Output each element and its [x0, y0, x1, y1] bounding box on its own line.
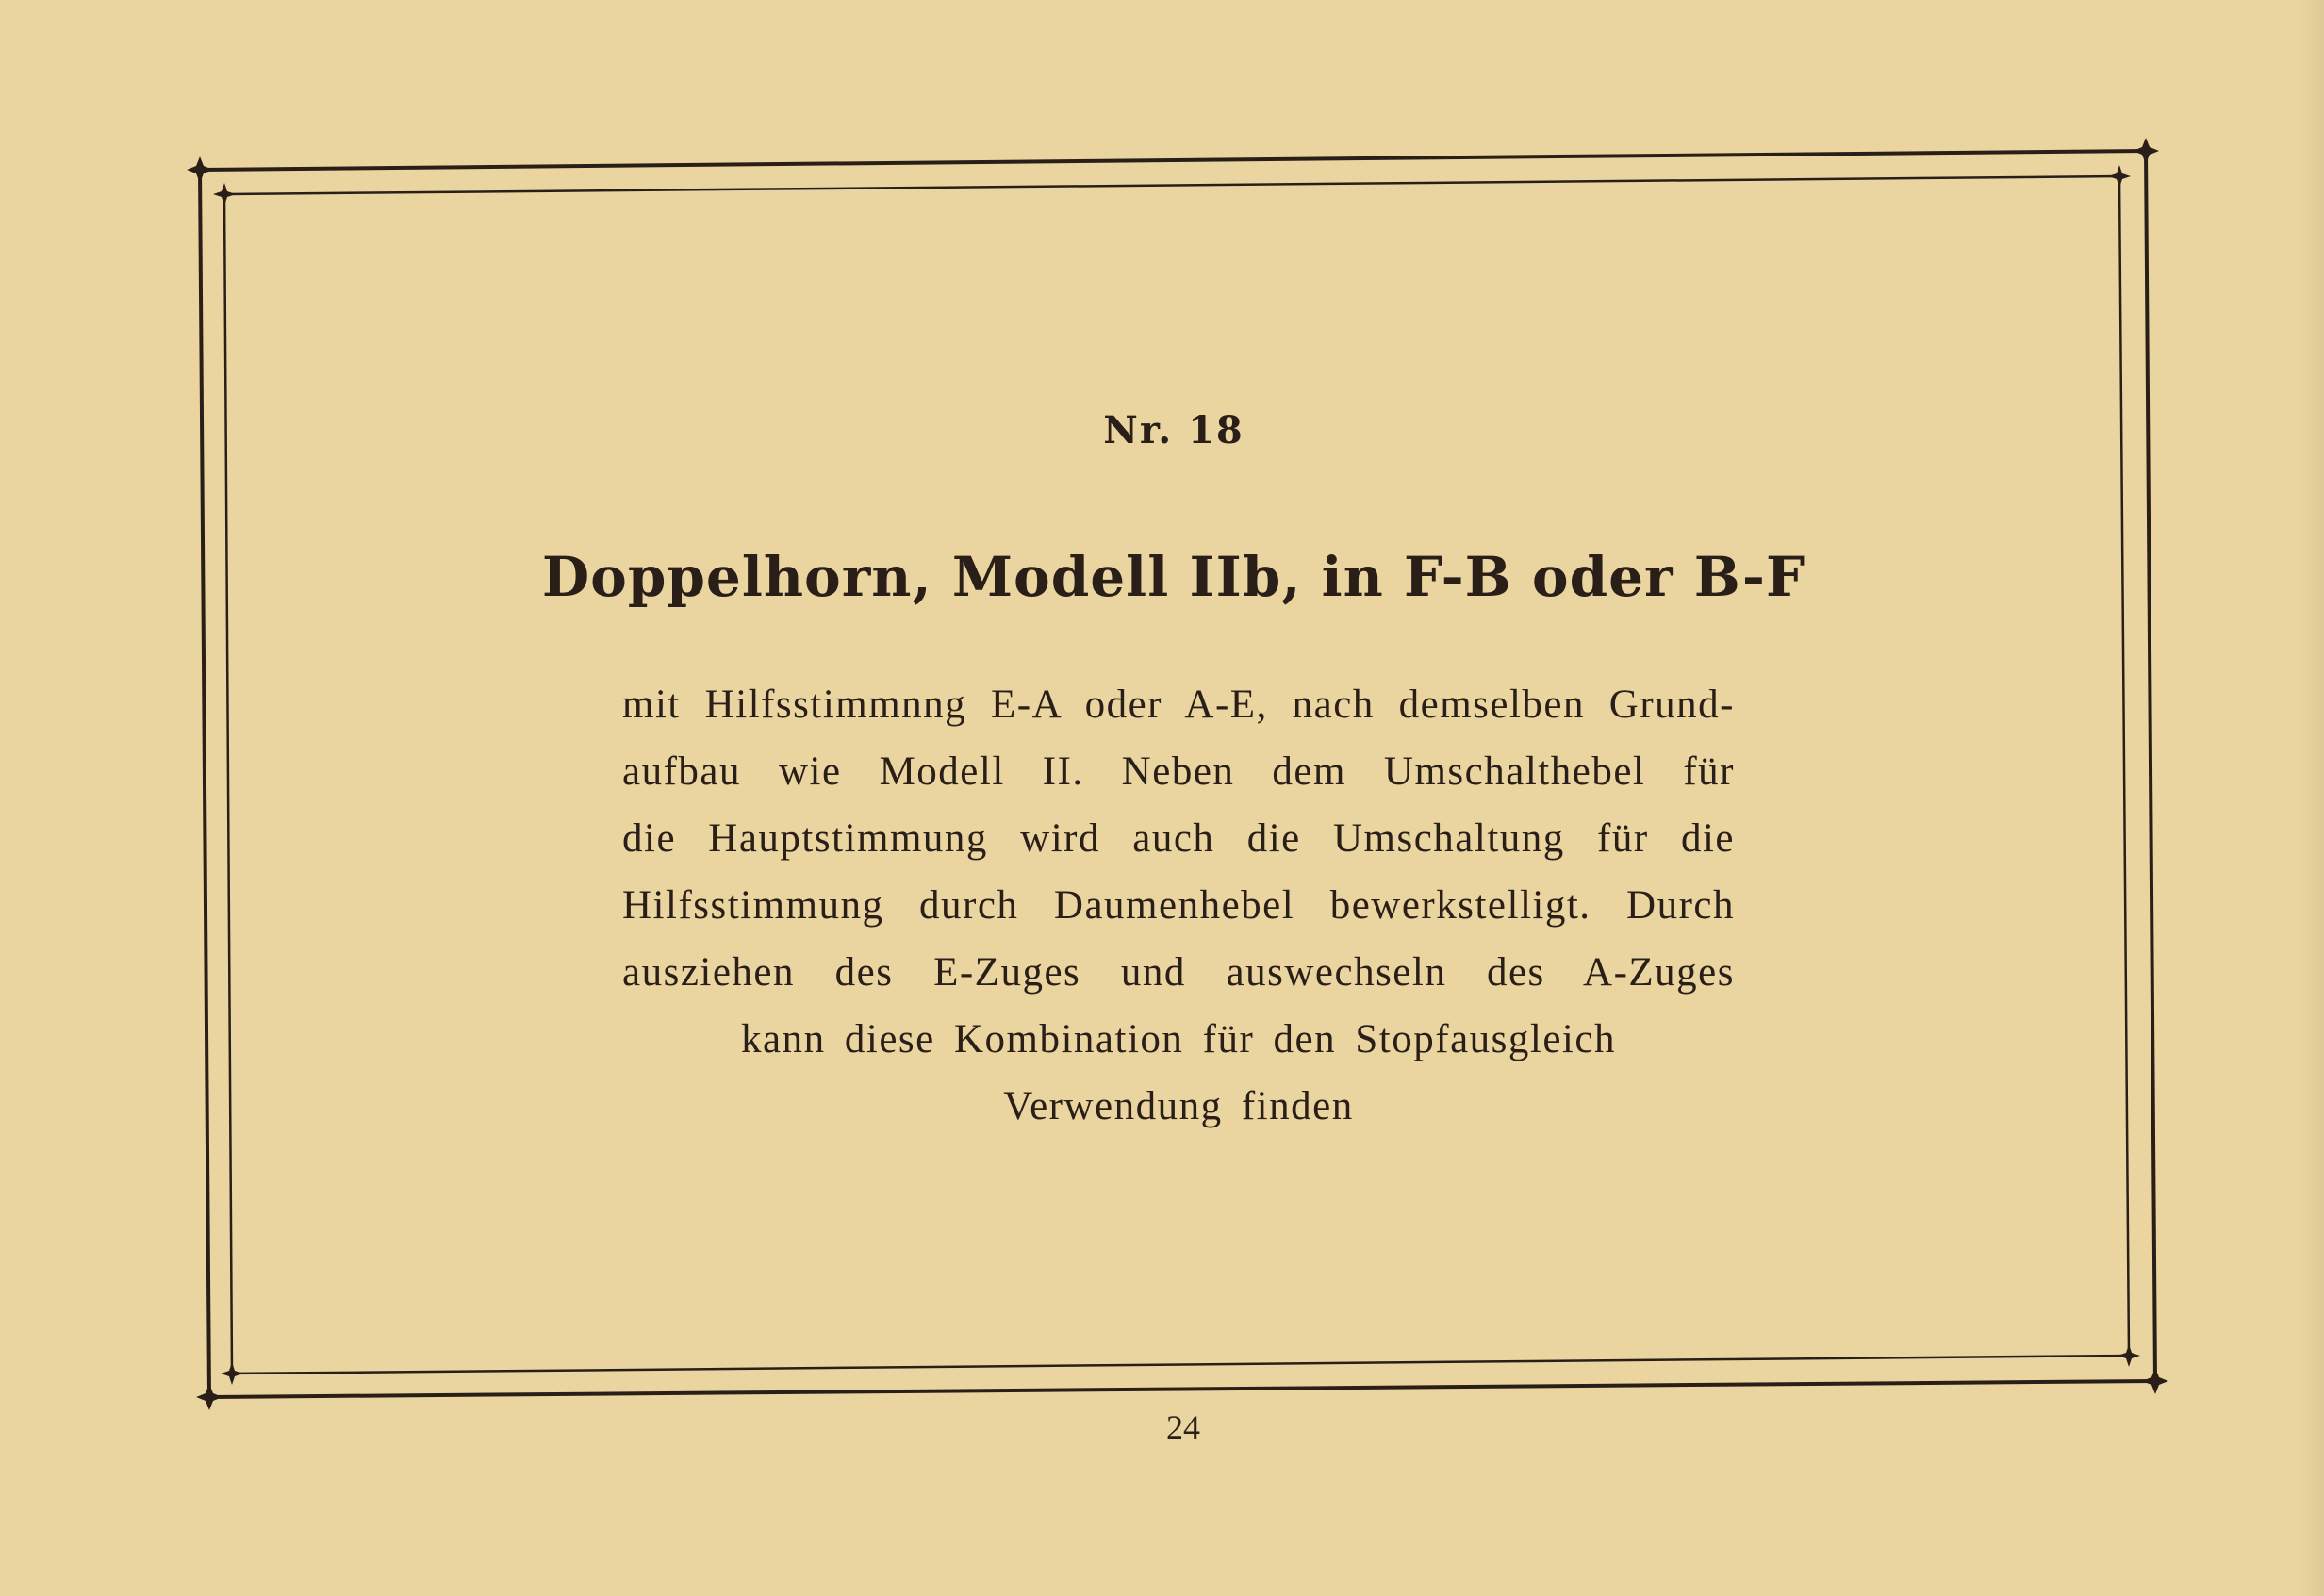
description-line: mit Hilfsstimmnng E-A oder A-E, nach demselben Grund-	[622, 683, 1735, 727]
outer-frame-left	[200, 170, 209, 1397]
corner-star-icon	[2118, 1344, 2140, 1367]
inner-frame-right	[2119, 176, 2129, 1356]
description-line: Hilfsstimmung durch Daumenhebel bewerkstelligt. Durch	[622, 883, 1735, 928]
page-content	[226, 0, 2098, 1596]
corner-star-icon	[2133, 138, 2159, 164]
description-paragraph	[622, 671, 1735, 1140]
item-number: Nr. 18	[1103, 408, 1244, 452]
description-line: kann diese Kombination für den Stopfausgleich	[741, 1017, 1616, 1061]
description-line: ausziehen des E-Zuges und auswechseln des A-Zuges	[622, 950, 1735, 995]
corner-star-icon	[2108, 165, 2131, 188]
corner-star-icon	[2142, 1368, 2168, 1394]
corner-star-icon	[196, 1384, 223, 1410]
page-title: Doppelhorn, Modell IIb, in F-B oder B-F	[541, 545, 1806, 609]
outer-frame-right	[2146, 151, 2155, 1381]
description-line: aufbau wie Modell II. Neben dem Umschalthebel für	[622, 749, 1735, 794]
corner-star-icon	[187, 156, 213, 183]
description-line: Verwendung finden	[1003, 1084, 1354, 1128]
description-line: die Hauptstimmung wird auch die Umschaltung für die	[622, 816, 1735, 861]
page-number: 24	[1166, 1408, 1200, 1446]
